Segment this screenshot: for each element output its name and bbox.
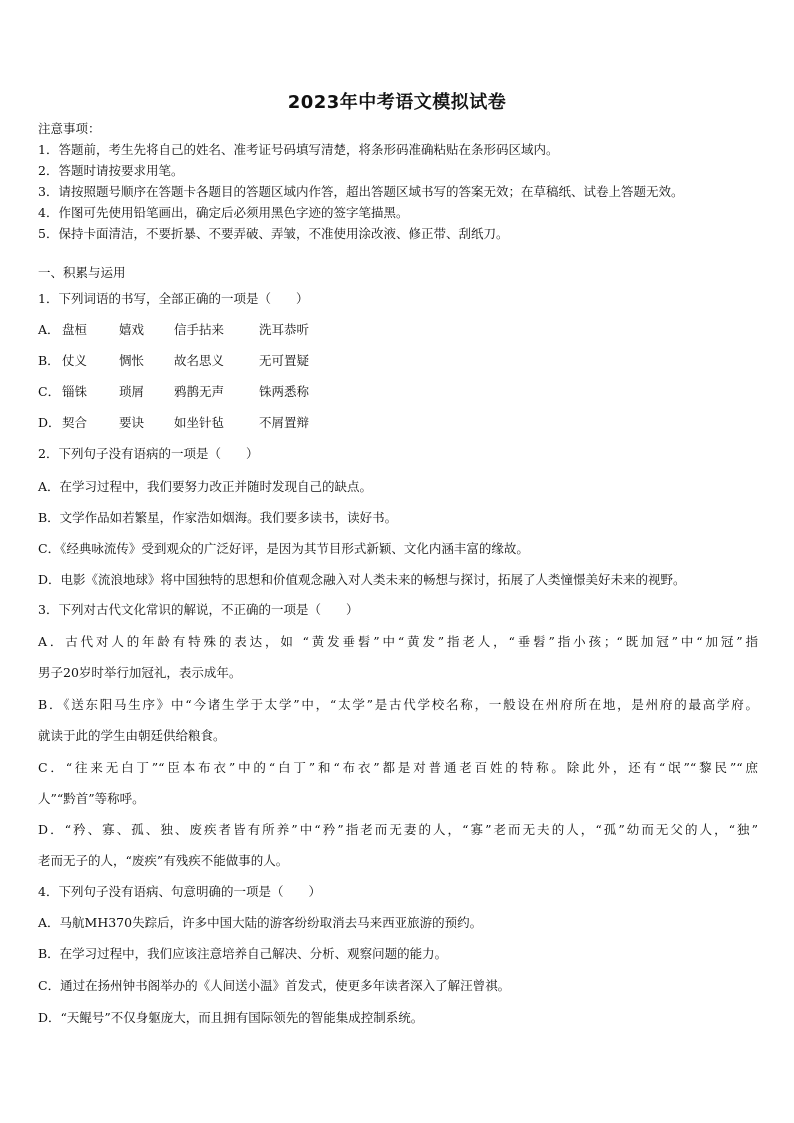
option-label: C． [38, 384, 61, 399]
option-word: 信手拈来 [174, 322, 225, 337]
option-word: 琐屑 [119, 384, 145, 399]
question-2-option-b: B．文学作品如若繁星，作家浩如烟海。我们要多读书，读好书。 [38, 510, 398, 525]
option-word: 要诀 [119, 415, 145, 430]
option-word: 仗义 [62, 353, 88, 368]
notice-item: 3．请按照题号顺序在答题卡各题目的答题区域内作答，超出答题区域书写的答案无效；在草稿纸、试卷上答题无效。 [38, 184, 684, 199]
option-word: 铢两悉称 [259, 384, 310, 399]
question-2-stem: 2．下列句子没有语病的一项是（ ） [38, 446, 259, 461]
question-3-option-b-line1: B．《送东阳马生序》中“今诸生学于太学”中，“太学”是古代学校名称，一般设在州府所在地，是州府的最高学府。 [38, 697, 758, 712]
question-4-option-c: C．通过在扬州钟书阁举办的《人间送小温》首发式，使更多年读者深入了解汪曾祺。 [38, 978, 511, 993]
question-3-option-d-line2: 老而无子的人，“废疾”有残疾不能做事的人。 [38, 853, 289, 868]
option-word: 故名思义 [174, 353, 225, 368]
notice-item: 4．作图可先使用铅笔画出，确定后必须用黑色字迹的签字笔描黑。 [38, 205, 409, 220]
question-2-option-d: D．电影《流浪地球》将中国独特的思想和价值观念融入对人类未来的畅想与探讨，拓展了人类憧憬美好未来的视野。 [38, 572, 686, 587]
section-heading: 一、积累与运用 [38, 265, 126, 280]
question-4-stem: 4．下列句子没有语病、句意明确的一项是（ ） [38, 884, 321, 899]
question-3-option-b-line2: 就读于此的学生由朝廷供给粮食。 [38, 728, 226, 743]
question-4-option-a: A．马航MH370失踪后，许多中国大陆的游客纷纷取消去马来西亚旅游的预约。 [38, 915, 483, 930]
option-word: 嬉戏 [119, 322, 145, 337]
option-word: 鸦鹊无声 [174, 384, 225, 399]
question-4-option-d: D．“天鲲号”不仅身躯庞大，而且拥有国际领先的智能集成控制系统。 [38, 1010, 424, 1025]
option-word: 洗耳恭听 [259, 322, 310, 337]
option-word: 不屑置辩 [259, 415, 310, 430]
notice-item: 1．答题前，考生先将自己的姓名、准考证号码填写清楚，将条形码准确粘贴在条形码区域内。 [38, 142, 559, 157]
option-word: 契合 [62, 415, 88, 430]
option-label: A． [38, 322, 60, 337]
option-word: 惆怅 [119, 353, 145, 368]
question-4-option-b: B．在学习过程中，我们应该注意培养自己解决、分析、观察问题的能力。 [38, 946, 448, 961]
option-label: D． [38, 415, 61, 430]
question-2-option-a: A．在学习过程中，我们要努力改正并随时发现自己的缺点。 [38, 479, 373, 494]
question-3-option-c-line1: C．“往来无白丁”“臣本布衣”中的“白丁”和“布衣”都是对普通老百姓的特称。除此外，还有“氓”“黎民”“庶 [38, 760, 758, 775]
question-3-option-a-line1: A．古代对人的年龄有特殊的表达，如 “黄发垂髫”中“黄发”指老人，“垂髫”指小孩；“既加冠”中“加冠”指 [38, 634, 758, 649]
option-word: 无可置疑 [259, 353, 310, 368]
option-label: B． [38, 353, 60, 368]
option-word: 锱铢 [62, 384, 88, 399]
question-3-option-a-line2: 男子20岁时举行加冠礼，表示成年。 [38, 665, 242, 680]
question-2-option-c: C．《经典咏流传》受到观众的广泛好评，是因为其节目形式新颖、文化内涵丰富的缘故。 [38, 541, 529, 556]
question-3-option-d-line1: D．“矜、寡、孤、独、废疾者皆有所养”中“矜”指老而无妻的人，“寡”老而无夫的人，“孤”幼而无父的人，“独” [38, 822, 758, 837]
notice-heading: 注意事项： [38, 121, 101, 136]
option-word: 盘桓 [62, 322, 88, 337]
option-word: 如坐针毡 [174, 415, 225, 430]
question-3-stem: 3．下列对古代文化常识的解说，不正确的一项是（ ） [38, 602, 359, 617]
notice-item: 2．答题时请按要求用笔。 [38, 163, 184, 178]
notice-item: 5．保持卡面清洁，不要折暴、不要弄破、弄皱，不准使用涂改液、修正带、刮纸刀。 [38, 226, 509, 241]
exam-title: 2023年中考语文模拟试卷 [287, 92, 507, 113]
question-3-option-c-line2: 人”“黔首”等称呼。 [38, 791, 145, 806]
question-1-stem: 1．下列词语的书写，全部正确的一项是（ ） [38, 291, 309, 306]
